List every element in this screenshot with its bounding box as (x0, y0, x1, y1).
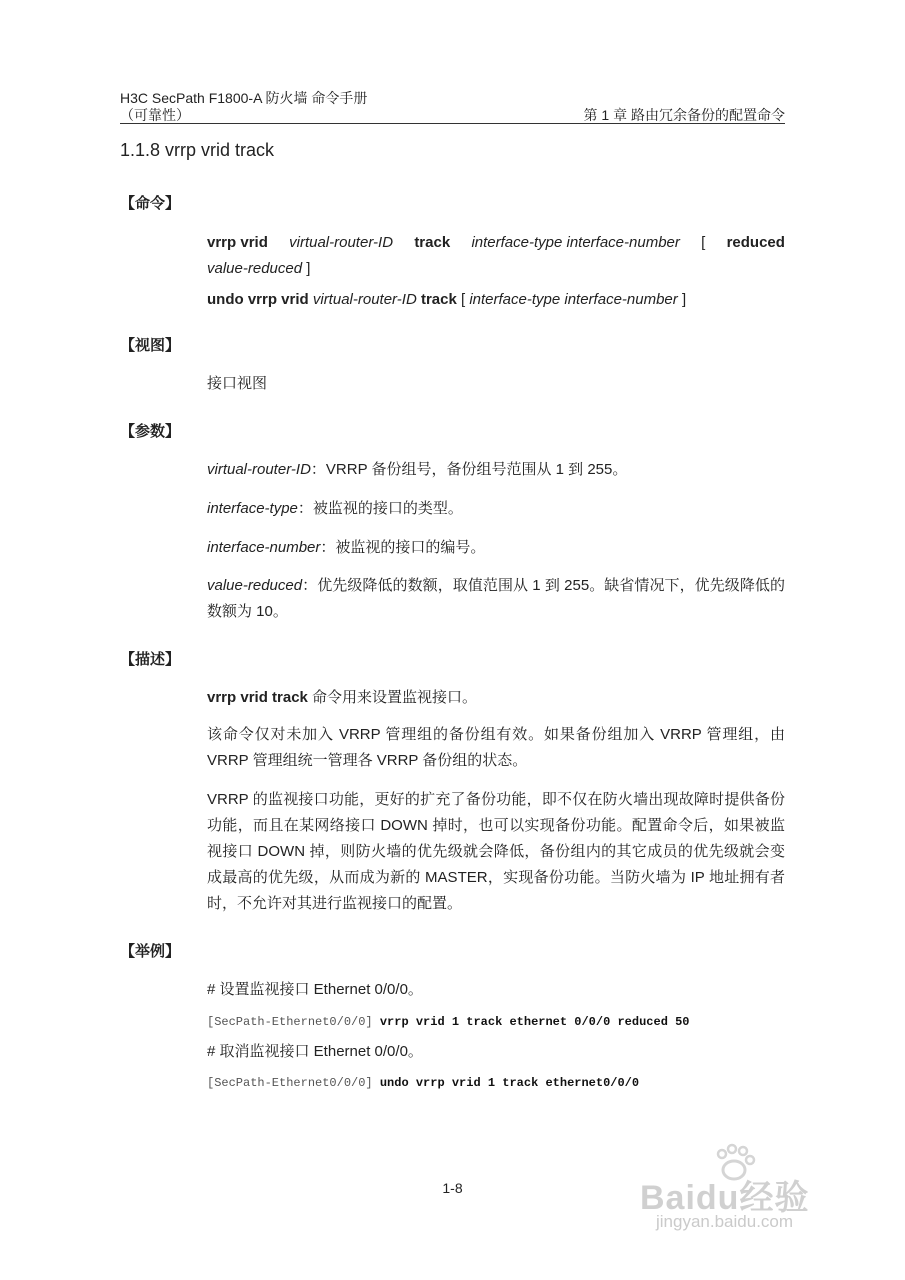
param-desc: ：被监视的接口的编号。 (320, 539, 486, 556)
desc-paragraph-1 (207, 685, 785, 711)
header-rule (120, 123, 785, 124)
label-params: 【参数】 (120, 423, 181, 440)
cmd2-bracket-close: ] (681, 291, 687, 308)
watermark-url: jingyan.baidu.com (656, 1212, 794, 1231)
param-name: virtual-router-ID (207, 461, 311, 478)
cmd1-arg2: interface-type interface-number (471, 234, 680, 251)
cmd2-kw1: undo vrrp vrid (207, 291, 309, 308)
param-name: value-reduced (207, 577, 303, 594)
code-prompt: [SecPath-Ethernet0/0/0] (207, 1015, 373, 1029)
header-chapter: 第 1 章 路由冗余备份的配置命令 (583, 107, 785, 123)
example-comment-2: # 取消监视接口 Ethernet 0/0/0。 (207, 1043, 423, 1060)
desc-paragraph-2: 该命令仅对未加入 VRRP 管理组的备份组有效。如果备份组加入 VRRP 管理组，由 VRRP 管理组统一管理各 VRRP 备份组的状态。 (207, 726, 785, 769)
cmd1-arg3: value-reduced (207, 260, 303, 277)
cmd1-kw2: track (414, 234, 451, 251)
param-name: interface-number (207, 539, 321, 556)
param-desc: ：优先级降低的数额，取值范围从 1 到 255。缺省情况下，优先级降低的数额为 10。 (207, 577, 785, 620)
param-desc: ：VRRP 备份组号，备份组号范围从 1 到 255。 (310, 461, 628, 478)
label-example: 【举例】 (120, 943, 181, 960)
watermark-brand: Baidu经验 (640, 1179, 810, 1217)
desc-text: 命令用来设置监视接口。 (307, 689, 478, 706)
cmd2-arg1: virtual-router-ID (312, 291, 417, 308)
label-description: 【描述】 (120, 651, 181, 668)
param-name: interface-type (207, 500, 298, 517)
param-item (207, 535, 785, 561)
cmd1-kw3: reduced (726, 234, 785, 251)
command-syntax-2 (207, 287, 785, 313)
cmd1-arg1: virtual-router-ID (289, 234, 394, 251)
cmd2-bracket-open: [ (460, 291, 466, 308)
section-title: 1.1.8 vrrp vrid track (120, 140, 275, 160)
header-product: H3C SecPath F1800-A 防火墙 命令手册 (120, 90, 368, 106)
desc-cmd: vrrp vrid track (207, 689, 308, 706)
param-item (207, 457, 785, 483)
cmd1-bracket-close: ] (306, 260, 311, 277)
example-comment-1: # 设置监视接口 Ethernet 0/0/0。 (207, 981, 423, 998)
param-item (207, 496, 785, 522)
command-syntax-1 (207, 230, 785, 282)
header-volume: （可靠性） (120, 107, 190, 123)
label-view: 【视图】 (120, 337, 181, 354)
code-command: undo vrrp vrid 1 track ethernet0/0/0 (379, 1076, 640, 1090)
code-prompt: [SecPath-Ethernet0/0/0] (207, 1076, 373, 1090)
code-command: vrrp vrid 1 track ethernet 0/0/0 reduced 50 (379, 1015, 690, 1029)
cmd1-kw1: vrrp vrid (207, 234, 268, 251)
example-code-1 (207, 1015, 690, 1029)
cmd2-kw2: track (420, 291, 457, 308)
view-text: 接口视图 (207, 375, 268, 392)
page-number: 1-8 (442, 1180, 463, 1196)
example-code-2 (207, 1076, 639, 1090)
param-item (207, 573, 785, 625)
param-desc: ：被监视的接口的类型。 (297, 500, 463, 517)
desc-paragraph-3: VRRP 的监视接口功能，更好的扩充了备份功能，即不仅在防火墙出现故障时提供备份功能，而且在某网络接口 DOWN 掉时，也可以实现备份功能。配置命令后，如果被监视接口 DOWN 掉，则防火墙的优先级就会降低，备份组内的其它成员的优先级就会变成最高的优先级，从而成为新的 MASTER，实现备份功能。当防火墙为 IP 地址拥有者时，不允许对其进行监视接口的配置。 (207, 791, 785, 912)
label-command: 【命令】 (120, 195, 181, 212)
cmd1-bracket-open: [ (701, 234, 706, 251)
cmd2-arg2: interface-type interface-number (469, 291, 678, 308)
